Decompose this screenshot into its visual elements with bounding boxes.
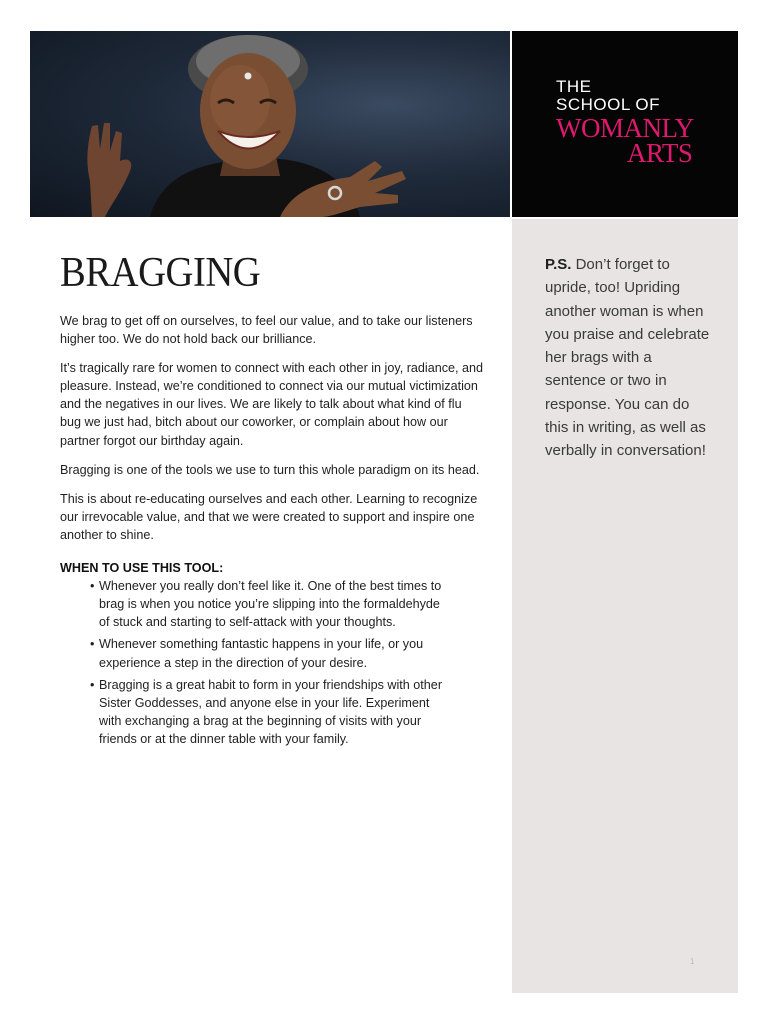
ps-sidebar bbox=[512, 219, 738, 993]
ps-note bbox=[545, 253, 715, 463]
page-number: 1 bbox=[690, 957, 695, 966]
bullet-icon: • bbox=[90, 579, 95, 594]
ps-label: P.S. bbox=[545, 256, 572, 273]
bullet-icon: • bbox=[90, 637, 95, 652]
logo-line-arts: ARTS bbox=[627, 138, 693, 168]
main-content bbox=[60, 252, 485, 752]
ps-text: Don’t forget to upride, too! Upriding another woman is when you praise and celebrate her brags with a sentence or two in response. You can do this in writing, as well as verbally in conversation! bbox=[545, 256, 710, 460]
when-to-use-heading: WHEN TO USE THIS TOOL: bbox=[60, 561, 224, 576]
logo-line-womanly: WOMANLY bbox=[556, 113, 694, 143]
list-item-text: Bragging is a great habit to form in your friendships with other Sister Goddesses, and anyone else in your life. Experiment with exchanging a brag at the beginning of visits with your friends or at the dinner table with your family. bbox=[99, 677, 443, 746]
bullet-icon: • bbox=[90, 677, 95, 692]
page-title: BRAGGING bbox=[60, 250, 261, 296]
school-logo bbox=[512, 31, 738, 217]
list-item bbox=[90, 635, 450, 671]
when-to-use-list bbox=[60, 577, 450, 748]
paragraph-1: We brag to get off on ourselves, to feel our value, and to take our listeners higher too. We do not hold back our brilliance. bbox=[60, 314, 473, 347]
list-item-text: Whenever you really don’t feel like it. One of the best times to brag is when you notice you’re slipping into the formaldehyde of stuck and starting to self-attack with your thoughts. bbox=[99, 579, 442, 630]
logo-line-school-of: SCHOOL OF bbox=[556, 95, 660, 114]
list-item bbox=[90, 577, 450, 631]
paragraph-2: It’s tragically rare for women to connect with each other in joy, radiance, and pleasure. Instead, we’re conditioned to connect via our mutual victimization and the negatives in our lives. We are likely to talk about what kind of flu bug we just had, bitch about our coworker, or complain about how our partner forgot our birthday again. bbox=[60, 361, 484, 448]
paragraph-3: Bragging is one of the tools we use to turn this whole paradigm on its head. bbox=[60, 462, 480, 477]
woman-photo-illustration bbox=[30, 31, 510, 217]
logo-line-the: THE bbox=[556, 77, 592, 96]
list-item bbox=[90, 676, 450, 748]
list-item-text: Whenever something fantastic happens in your life, or you experience a step in the direction of your desire. bbox=[99, 637, 424, 670]
header-photo bbox=[30, 31, 510, 217]
paragraph-4: This is about re-educating ourselves and each other. Learning to recognize our irrevocable value, and that we were created to support and inspire one another to shine. bbox=[60, 491, 478, 542]
